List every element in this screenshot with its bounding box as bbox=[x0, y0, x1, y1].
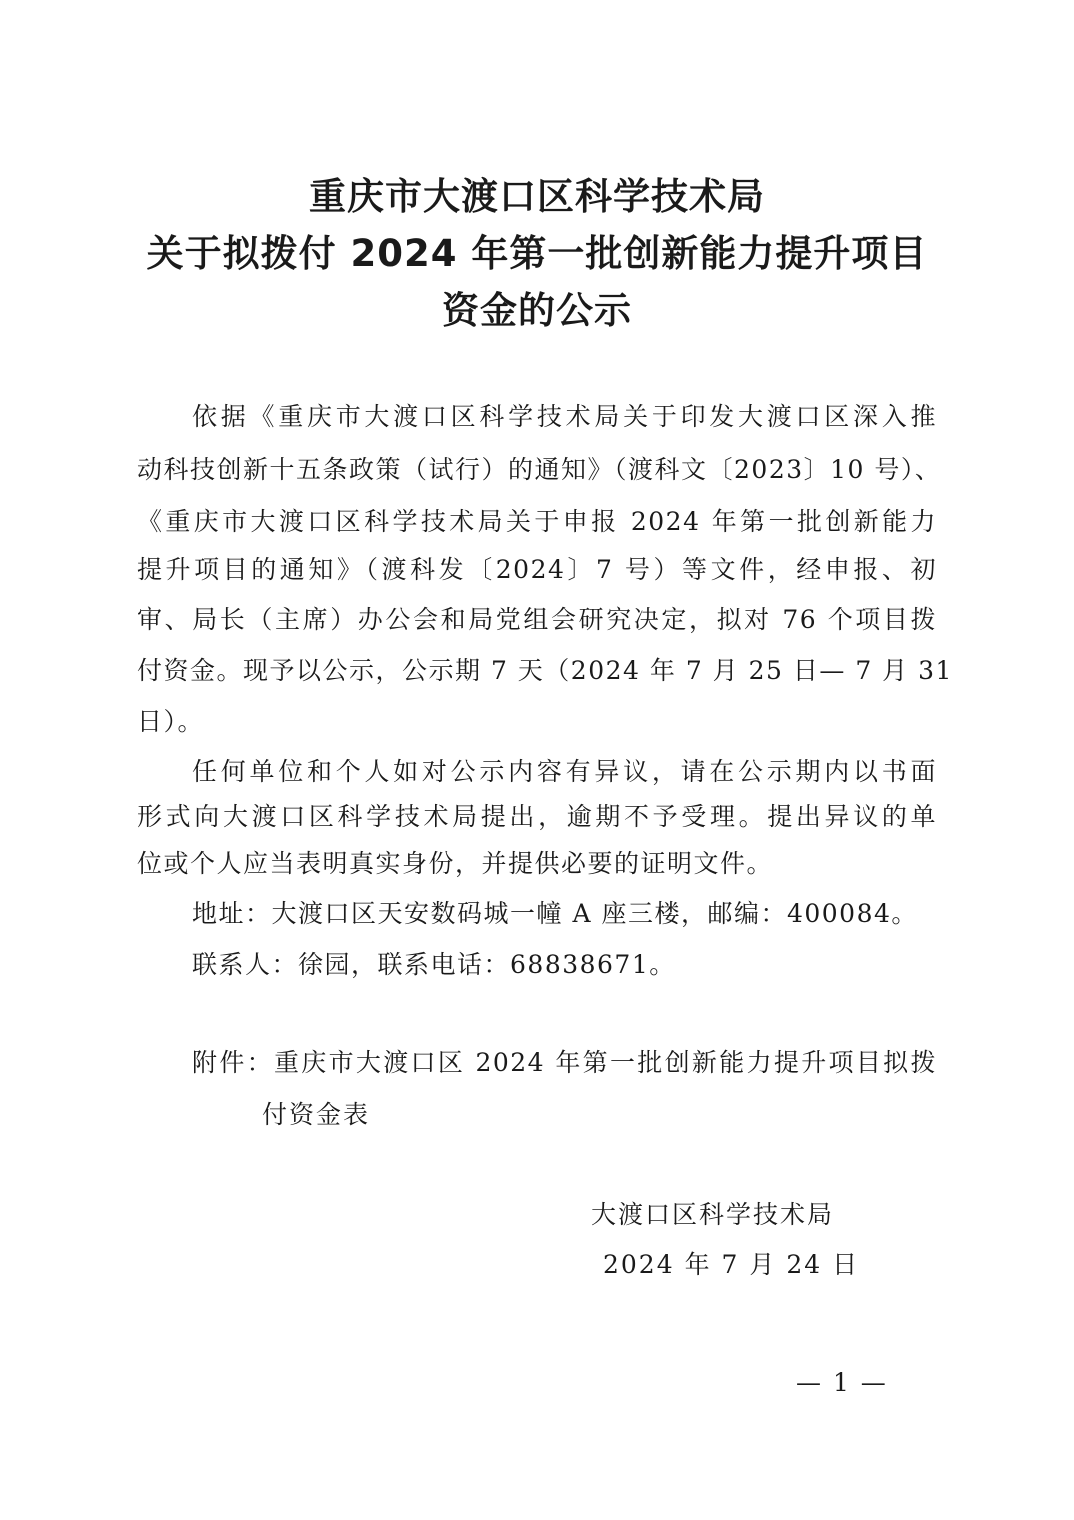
paragraph-1-line: 付资金。现予以公示，公示期 7 天（2024 年 7 月 25 日— 7 月 31 bbox=[137, 656, 953, 685]
paragraph-1-line: 依据《重庆市大渡口区科学技术局关于印发大渡口区深入推 bbox=[192, 402, 937, 431]
document-title-line-2: 关于拟拨付 2024 年第一批创新能力提升项目 bbox=[146, 232, 928, 275]
paragraph-1-line: 日）。 bbox=[137, 707, 205, 736]
paragraph-1-line: 提升项目的通知》（渡科发〔2024〕7 号）等文件，经申报、初 bbox=[137, 555, 937, 584]
contact-line: 联系人：徐园，联系电话：68838671。 bbox=[192, 950, 676, 979]
paragraph-2-line: 位或个人应当表明真实身份，并提供必要的证明文件。 bbox=[137, 849, 774, 878]
paragraph-1-line: 审、局长（主席）办公会和局党组会研究决定，拟对 76 个项目拨 bbox=[137, 605, 937, 634]
paragraph-1-line: 动科技创新十五条政策（试行）的通知》（渡科文〔2023〕10 号）、 bbox=[137, 455, 942, 484]
attachment-line-1: 附件：重庆市大渡口区 2024 年第一批创新能力提升项目拟拨 bbox=[192, 1048, 937, 1077]
page-number: — 1 — bbox=[796, 1368, 888, 1397]
signature-date: 2024 年 7 月 24 日 bbox=[603, 1250, 860, 1279]
attachment-line-2: 付资金表 bbox=[262, 1100, 371, 1129]
paragraph-2-line: 形式向大渡口区科学技术局提出，逾期不予受理。提出异议的单 bbox=[137, 802, 937, 831]
address-line: 地址：大渡口区天安数码城一幢 A 座三楼，邮编：400084。 bbox=[192, 899, 918, 928]
paragraph-2-line: 任何单位和个人如对公示内容有异议，请在公示期内以书面 bbox=[192, 757, 937, 786]
document-title-line-1: 重庆市大渡口区科学技术局 bbox=[309, 175, 765, 218]
document-title-line-3: 资金的公示 bbox=[442, 289, 632, 332]
signature-organization: 大渡口区科学技术局 bbox=[591, 1200, 835, 1229]
paragraph-1-line: 《重庆市大渡口区科学技术局关于申报 2024 年第一批创新能力 bbox=[137, 507, 937, 536]
